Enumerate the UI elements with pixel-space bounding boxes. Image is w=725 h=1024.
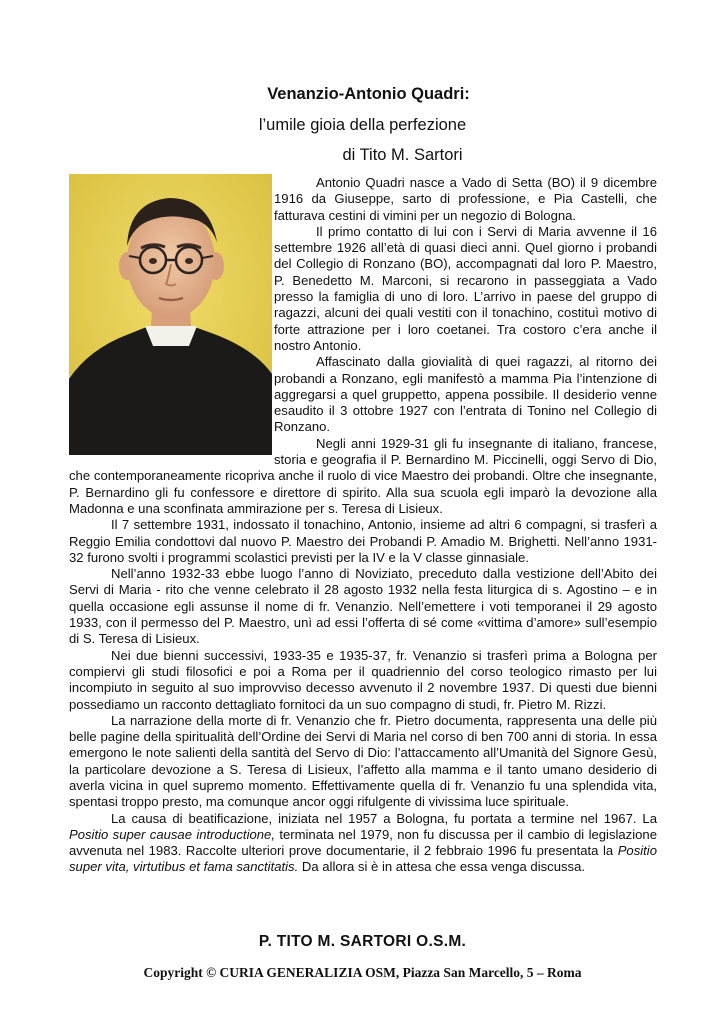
- paragraph-1: Antonio Quadri nasce a Vado di Setta (BO) il 9 dicembre 1916 da Giuseppe, sarto di professione, e Pia Castelli, che fatturava cestini di vimini per un negozio di Bologna.: [274, 175, 657, 223]
- paragraph-9-part-c: Da allora si è in attesa che essa venga discussa.: [298, 859, 586, 875]
- paragraph-9-part-a: La causa di beatificazione, iniziata nel 1957 a Bologna, fu portata a termine nel 1967. La: [111, 810, 657, 826]
- paragraph-8: La narrazione della morte di fr. Venanzio che fr. Pietro documenta, rappresenta una delle più belle pagine della spiritualità dell’Ordine dei Servi di Maria nel corso di ben 700 anni di storia. In essa emergono le note salienti della santità del Servo di Dio: l’attaccamento all’Umanità del Signore Gesù, la particolare devozione a S. Teresa di Lisieux, l’affetto alla mamma e il tanto umano desiderio di averla vicina in quel supremo momento. Effettivamente quella di fr. Venanzio fu una splendida vita, spentasi troppo presto, ma comunque ancor oggi rifulgente di vivissima luce spirituale.: [69, 712, 657, 810]
- paragraph-3: Affascinato dalla giovialità di quei ragazzi, al ritorno dei probandi a Ronzano, egli manifestò a mamma Pia l’intenzione di aggregarsi a quel gruppetto, appena possibile. Il desiderio venne esaudito il 3 ottobre 1927 con l’entrata di Tonino nel Collegio di Ronzano.: [274, 354, 657, 435]
- paragraph-7: Nei due bienni successivi, 1933-35 e 1935-37, fr. Venanzio si trasferì prima a Bologna per compiervi gli studi filosofici e poi a Roma per il quadriennio del corso teologico rimasto per lui incompiuto in seguito al suo improvviso decesso avvenuto il 2 novembre 1937. Di questi due bienni possediamo un racconto dettagliato fornitoci da un suo compagno di studi, fr. Pietro M. Rizzi.: [69, 647, 657, 712]
- article-body: [69, 175, 657, 876]
- positio-title-1: Positio super causae introductione,: [69, 826, 275, 842]
- article-subtitle: l’umile gioia della perfezione: [258, 116, 467, 134]
- positio-title-2: Positio super vita, virtutibus et fama sanctitatis.: [69, 843, 657, 875]
- paragraph-9: [69, 811, 657, 876]
- article-author: di Tito M. Sartori: [342, 146, 463, 164]
- article-title: Venanzio-Antonio Quadri:: [267, 85, 470, 103]
- copyright-notice: Copyright © CURIA GENERALIZIA OSM, Piazza San Marcello, 5 – Roma: [143, 965, 582, 980]
- portrait-wrap-space: [69, 175, 272, 459]
- paragraph-4: Negli anni 1929-31 gli fu insegnante di italiano, francese, storia e geografia il P. Bernardino M. Piccinelli, oggi Servo di Dio, che contemporaneamente ricopriva anche il ruolo di vice Maestro dei probandi. Oltre che insegnante, P. Bernardino gli fu confessore e direttore di spirito. Alla sua scuola egli imparò la devozione alla Madonna e una sconfinata ammirazione per s. Teresa di Lisieux.: [69, 435, 657, 516]
- signature: P. TITO M. SARTORI O.S.M.: [258, 933, 467, 950]
- paragraph-2: Il primo contatto di lui con i Servi di Maria avvenne il 16 settembre 1926 all’età di quasi dieci anni. Quel giorno i probandi del Collegio di Ronzano (BO), accompagnati dal loro P. Maestro, P. Benedetto M. Marconi, si recarono in passeggiata a Vado presso la famiglia di uno di loro. L’arrivo in paese del gruppo di ragazzi, alcuni dei quali vestiti con il tonachino, costituì motivo di forte attrazione per i loro coetanei. Tra costoro c’era anche il nostro Antonio.: [274, 223, 657, 353]
- paragraph-9-part-b: terminata nel 1979, non fu discussa per il cambio di legislazione avvenuta nel 1983. Raccolte ulteriori prove documentarie, il 2 febbraio 1996 fu presentata la: [69, 826, 657, 859]
- paragraph-5: Il 7 settembre 1931, indossato il tonachino, Antonio, insieme ad altri 6 compagni, si trasferì a Reggio Emilia condottovi dal nuovo P. Maestro dei Probandi P. Amadio M. Brighetti. Nell’anno 1931-32 furono svolti i programmi scolastici previsti per la IV e la V classe ginnasiale.: [69, 517, 657, 565]
- paragraph-6: Nell’anno 1932-33 ebbe luogo l’anno di Noviziato, preceduto dalla vestizione dell’Abito dei Servi di Maria - rito che venne celebrato il 28 agosto 1932 nella festa liturgica di s. Agostino – e in quella occasione egli assunse il nome di fr. Venanzio. Nell’emettere i voti temporanei il 29 agosto 1933, con il permesso del P. Maestro, unì ad essi l’offerta di sé come «vittima d’amore» sull’esempio di S. Teresa di Lisieux.: [69, 566, 657, 647]
